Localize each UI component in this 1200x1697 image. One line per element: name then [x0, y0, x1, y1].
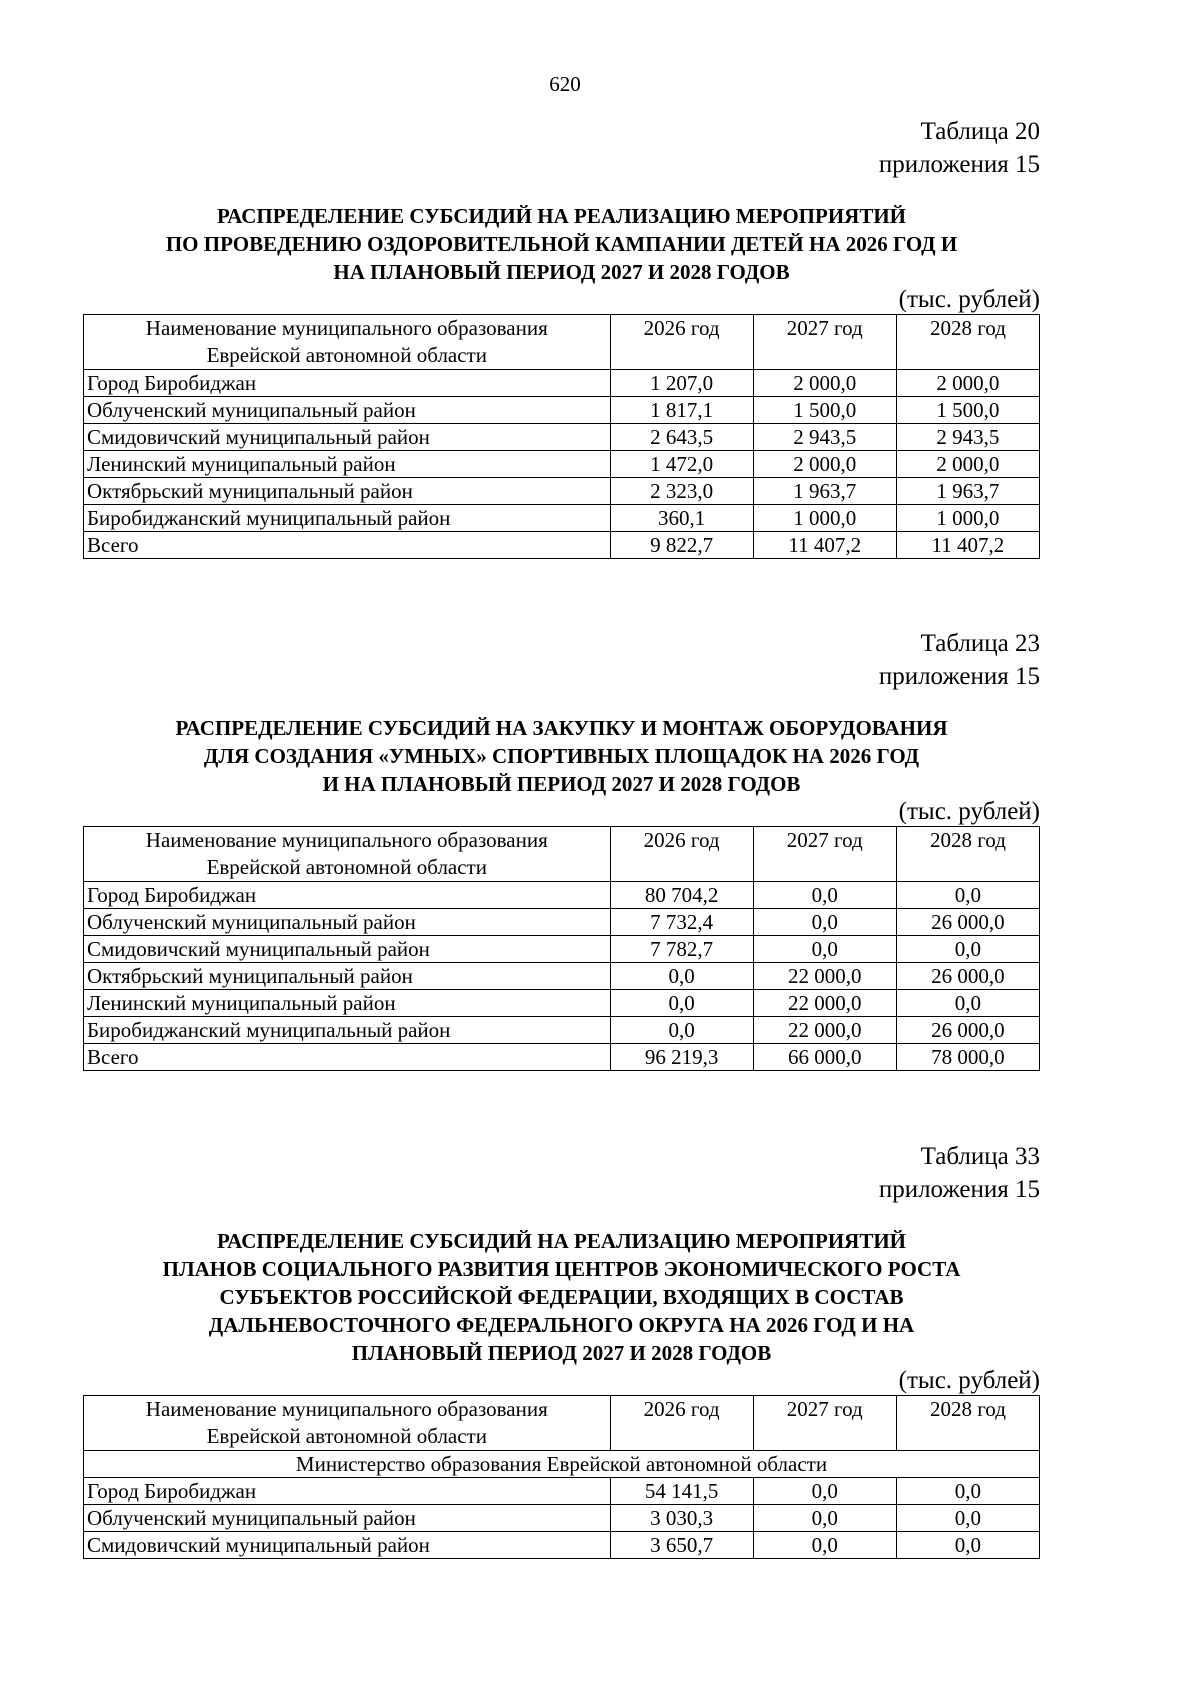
row-value-v2028: 0,0 — [896, 882, 1039, 909]
header-name-line: Наименование муниципального образования — [145, 316, 548, 340]
row-value-v2026: 2 643,5 — [610, 424, 753, 451]
row-value-v2026: 0,0 — [610, 990, 753, 1017]
table-section-33 — [83, 1140, 1040, 1559]
table-title-line: НА ПЛАНОВЫЙ ПЕРИОД 2027 И 2028 ГОДОВ — [333, 260, 790, 284]
row-value-v2028: 1 000,0 — [896, 505, 1039, 532]
row-value-v2027: 66 000,0 — [753, 1044, 896, 1071]
table-row — [84, 1532, 1040, 1559]
table-title-line: РАСПРЕДЕЛЕНИЕ СУБСИДИЙ НА РЕАЛИЗАЦИЮ МЕРОПРИЯТИЙ — [216, 1229, 906, 1253]
row-name: Всего — [84, 532, 611, 559]
table-title-line: ДАЛЬНЕВОСТОЧНОГО ФЕДЕРАЛЬНОГО ОКРУГА НА 2026 ГОД И НА — [208, 1313, 915, 1337]
header-name — [84, 315, 611, 370]
row-value-v2027: 0,0 — [753, 1505, 896, 1532]
row-value-v2026: 360,1 — [610, 505, 753, 532]
row-value-v2028: 2 943,5 — [896, 424, 1039, 451]
row-name: Всего — [84, 1044, 611, 1071]
row-name: Ленинский муниципальный район — [84, 990, 611, 1017]
table-row — [84, 1017, 1040, 1044]
row-name: Облученский муниципальный район — [84, 397, 611, 424]
row-value-v2027: 22 000,0 — [753, 1017, 896, 1044]
row-value-v2026: 3 030,3 — [610, 1505, 753, 1532]
row-name: Облученский муниципальный район — [84, 1505, 611, 1532]
row-name: Октябрьский муниципальный район — [84, 963, 611, 990]
row-name: Город Биробиджан — [84, 1478, 611, 1505]
row-name: Биробиджанский муниципальный район — [84, 1017, 611, 1044]
table-title — [83, 1227, 1040, 1367]
header-y2027: 2027 год — [753, 1396, 896, 1451]
row-value-v2028: 26 000,0 — [896, 963, 1039, 990]
row-value-v2026: 3 650,7 — [610, 1532, 753, 1559]
header-row — [84, 315, 1040, 370]
header-y2028: 2028 год — [896, 827, 1039, 882]
table-title-line: И НА ПЛАНОВЫЙ ПЕРИОД 2027 И 2028 ГОДОВ — [322, 772, 801, 796]
appendix-reference: приложения 15 — [878, 151, 1040, 178]
row-value-v2027: 2 000,0 — [753, 370, 896, 397]
row-value-v2027: 2 943,5 — [753, 424, 896, 451]
header-y2027: 2027 год — [753, 315, 896, 370]
row-value-v2027: 1 500,0 — [753, 397, 896, 424]
table-row — [84, 532, 1040, 559]
row-value-v2028: 26 000,0 — [896, 1017, 1039, 1044]
row-name: Ленинский муниципальный район — [84, 451, 611, 478]
page-number: 620 — [549, 72, 581, 96]
row-value-v2028: 0,0 — [896, 990, 1039, 1017]
header-name — [84, 1396, 611, 1451]
group-label: Министерство образования Еврейской автономной области — [84, 1451, 1040, 1478]
row-value-v2027: 2 000,0 — [753, 451, 896, 478]
row-name: Облученский муниципальный район — [84, 909, 611, 936]
table-title-line: РАСПРЕДЕЛЕНИЕ СУБСИДИЙ НА ЗАКУПКУ И МОНТАЖ ОБОРУДОВАНИЯ — [175, 716, 948, 740]
row-value-v2028: 26 000,0 — [896, 909, 1039, 936]
row-value-v2026: 0,0 — [610, 1017, 753, 1044]
header-name-line: Наименование муниципального образования — [145, 1397, 548, 1421]
row-value-v2026: 0,0 — [610, 963, 753, 990]
data-table — [83, 1395, 1040, 1559]
row-value-v2027: 0,0 — [753, 882, 896, 909]
row-value-v2028: 0,0 — [896, 1505, 1039, 1532]
row-name: Город Биробиджан — [84, 370, 611, 397]
table-row — [84, 424, 1040, 451]
row-value-v2027: 0,0 — [753, 1532, 896, 1559]
row-value-v2026: 7 732,4 — [610, 909, 753, 936]
row-value-v2027: 22 000,0 — [753, 990, 896, 1017]
header-y2027: 2027 год — [753, 827, 896, 882]
table-row — [84, 397, 1040, 424]
table-row — [84, 963, 1040, 990]
row-value-v2027: 0,0 — [753, 909, 896, 936]
row-value-v2027: 1 000,0 — [753, 505, 896, 532]
table-reference: Таблица 20 — [920, 118, 1040, 145]
row-value-v2028: 11 407,2 — [896, 532, 1039, 559]
table-title-line: СУБЪЕКТОВ РОССИЙСКОЙ ФЕДЕРАЦИИ, ВХОДЯЩИХ В СОСТАВ — [219, 1285, 904, 1309]
table-row — [84, 909, 1040, 936]
table-reference: Таблица 33 — [920, 1143, 1040, 1170]
header-name-line: Наименование муниципального образования — [145, 828, 548, 852]
table-row — [84, 882, 1040, 909]
table-section-20 — [83, 115, 1040, 559]
table-title-line: ДЛЯ СОЗДАНИЯ «УМНЫХ» СПОРТИВНЫХ ПЛОЩАДОК НА 2026 ГОД — [203, 744, 920, 768]
header-name — [84, 827, 611, 882]
row-name: Смидовичский муниципальный район — [84, 1532, 611, 1559]
table-title-line: РАСПРЕДЕЛЕНИЕ СУБСИДИЙ НА РЕАЛИЗАЦИЮ МЕРОПРИЯТИЙ — [216, 204, 906, 228]
table-row — [84, 1505, 1040, 1532]
header-name-line: Еврейской автономной области — [206, 855, 487, 879]
table-title — [83, 202, 1040, 286]
table-row — [84, 936, 1040, 963]
row-value-v2026: 1 207,0 — [610, 370, 753, 397]
row-value-v2026: 7 782,7 — [610, 936, 753, 963]
row-value-v2027: 0,0 — [753, 1478, 896, 1505]
row-value-v2028: 78 000,0 — [896, 1044, 1039, 1071]
row-value-v2026: 96 219,3 — [610, 1044, 753, 1071]
table-row — [84, 1478, 1040, 1505]
appendix-reference: приложения 15 — [878, 663, 1040, 690]
table-reference: Таблица 23 — [920, 630, 1040, 657]
row-value-v2027: 0,0 — [753, 936, 896, 963]
row-name: Смидовичский муниципальный район — [84, 936, 611, 963]
row-value-v2028: 2 000,0 — [896, 370, 1039, 397]
appendix-reference: приложения 15 — [878, 1176, 1040, 1203]
header-y2026: 2026 год — [610, 1396, 753, 1451]
header-y2028: 2028 год — [896, 1396, 1039, 1451]
row-value-v2026: 1 472,0 — [610, 451, 753, 478]
units-label: (тыс. рублей) — [898, 1367, 1040, 1394]
header-row — [84, 827, 1040, 882]
header-name-line: Еврейской автономной области — [206, 1424, 487, 1448]
row-value-v2026: 2 323,0 — [610, 478, 753, 505]
row-value-v2028: 0,0 — [896, 936, 1039, 963]
table-title-line: ПЛАНОВ СОЦИАЛЬНОГО РАЗВИТИЯ ЦЕНТРОВ ЭКОНОМИЧЕСКОГО РОСТА — [162, 1257, 961, 1281]
table-title-line: ПО ПРОВЕДЕНИЮ ОЗДОРОВИТЕЛЬНОЙ КАМПАНИИ ДЕТЕЙ НА 2026 ГОД И — [165, 232, 958, 256]
data-table — [83, 826, 1040, 1071]
row-value-v2027: 11 407,2 — [753, 532, 896, 559]
table-title — [83, 714, 1040, 798]
data-table — [83, 314, 1040, 559]
row-value-v2026: 54 141,5 — [610, 1478, 753, 1505]
table-row — [84, 1044, 1040, 1071]
row-value-v2027: 22 000,0 — [753, 963, 896, 990]
row-value-v2027: 1 963,7 — [753, 478, 896, 505]
units-label: (тыс. рублей) — [898, 286, 1040, 313]
table-row — [84, 505, 1040, 532]
row-value-v2026: 1 817,1 — [610, 397, 753, 424]
header-name-line: Еврейской автономной области — [206, 343, 487, 367]
row-name: Биробиджанский муниципальный район — [84, 505, 611, 532]
group-row — [84, 1451, 1040, 1478]
row-name: Октябрьский муниципальный район — [84, 478, 611, 505]
row-value-v2028: 2 000,0 — [896, 451, 1039, 478]
header-y2026: 2026 год — [610, 315, 753, 370]
row-value-v2028: 1 500,0 — [896, 397, 1039, 424]
row-value-v2026: 9 822,7 — [610, 532, 753, 559]
table-title-line: ПЛАНОВЫЙ ПЕРИОД 2027 И 2028 ГОДОВ — [351, 1341, 772, 1365]
table-row — [84, 451, 1040, 478]
row-value-v2028: 1 963,7 — [896, 478, 1039, 505]
table-row — [84, 990, 1040, 1017]
header-y2026: 2026 год — [610, 827, 753, 882]
row-name: Город Биробиджан — [84, 882, 611, 909]
row-value-v2026: 80 704,2 — [610, 882, 753, 909]
table-row — [84, 370, 1040, 397]
row-value-v2028: 0,0 — [896, 1478, 1039, 1505]
header-row — [84, 1396, 1040, 1451]
units-label: (тыс. рублей) — [898, 798, 1040, 825]
table-section-23 — [83, 627, 1040, 1071]
header-y2028: 2028 год — [896, 315, 1039, 370]
table-row — [84, 478, 1040, 505]
row-value-v2028: 0,0 — [896, 1532, 1039, 1559]
row-name: Смидовичский муниципальный район — [84, 424, 611, 451]
